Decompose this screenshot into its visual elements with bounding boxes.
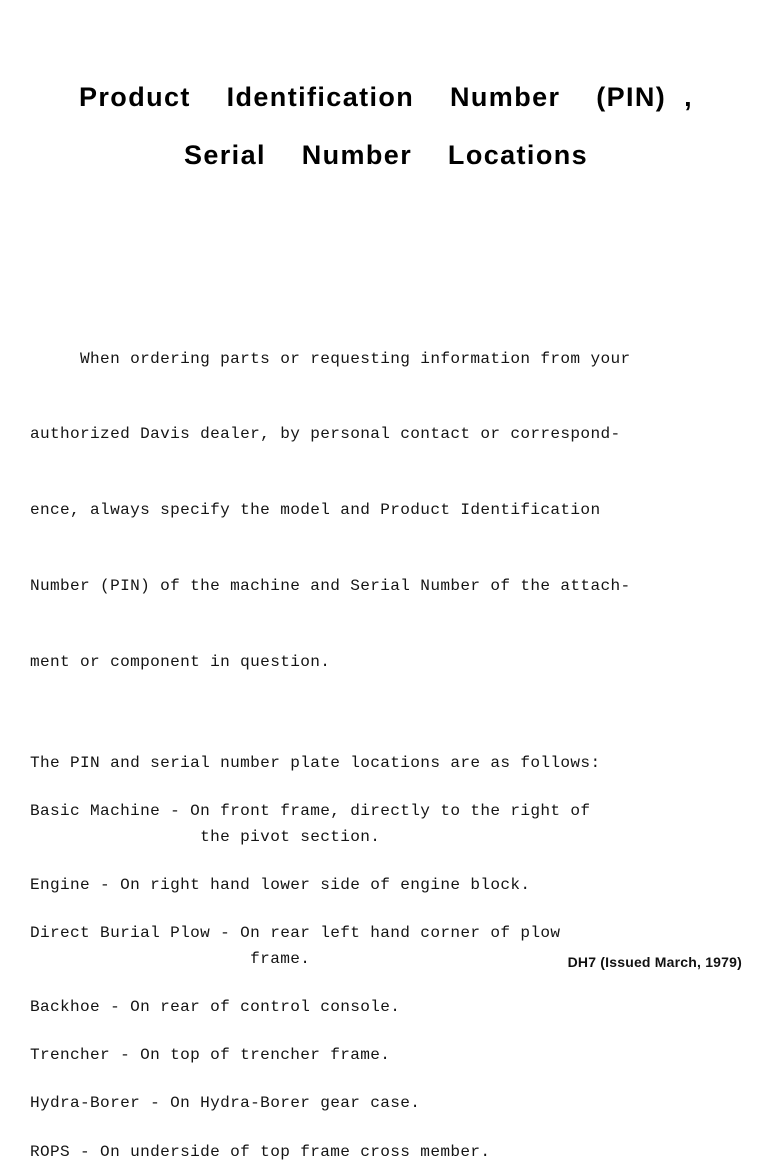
entry-spacer xyxy=(30,972,746,995)
document-footer: DH7 (Issued March, 1979) xyxy=(567,954,742,970)
location-entry-rops xyxy=(30,1140,746,1165)
intro-line-4: Number (PIN) of the machine and Serial Number of the attach- xyxy=(30,577,631,596)
intro-paragraph xyxy=(30,296,746,726)
location-line-primary: Hydra-Borer - On Hydra-Borer gear case. xyxy=(30,1094,421,1113)
entry-spacer xyxy=(30,850,746,873)
location-line-continued: frame. xyxy=(30,949,311,968)
lead-in-line: The PIN and serial number plate locations are as follows: xyxy=(30,754,601,773)
page-title xyxy=(0,68,772,184)
location-entry-backhoe xyxy=(30,995,746,1020)
location-entry-hydra-borer xyxy=(30,1091,746,1116)
location-line-primary: Engine - On right hand lower side of engine block. xyxy=(30,875,531,894)
location-entry-trencher xyxy=(30,1043,746,1068)
paragraph-spacer xyxy=(30,726,746,751)
location-line-continued: the pivot section. xyxy=(30,827,381,846)
location-entry-basic-machine xyxy=(30,799,746,850)
intro-line-1: When ordering parts or requesting information from your xyxy=(30,349,631,368)
entry-spacer xyxy=(30,898,746,921)
location-line-primary: Trencher - On top of trencher frame. xyxy=(30,1046,391,1065)
location-list xyxy=(30,799,746,1165)
intro-line-5: ment or component in question. xyxy=(30,653,331,672)
document-body xyxy=(30,296,746,1165)
location-entry-engine xyxy=(30,873,746,898)
location-line-primary: Basic Machine - On front frame, directly to the right of xyxy=(30,802,591,821)
location-line-primary: ROPS - On underside of top frame cross member. xyxy=(30,1142,491,1161)
lead-in-spacer xyxy=(30,776,746,799)
intro-line-2: authorized Davis dealer, by personal contact or correspond- xyxy=(30,425,621,444)
location-line-primary: Backhoe - On rear of control console. xyxy=(30,997,401,1016)
title-line-2: Serial Number Locations xyxy=(183,140,589,170)
location-line-primary: Direct Burial Plow - On rear left hand corner of plow xyxy=(30,924,561,943)
title-line-1: Product Identification Number (PIN) , xyxy=(78,82,694,112)
entry-spacer xyxy=(30,1068,746,1091)
entry-spacer xyxy=(30,1020,746,1043)
entry-spacer xyxy=(30,1117,746,1140)
intro-line-3: ence, always specify the model and Product Identification xyxy=(30,501,601,520)
